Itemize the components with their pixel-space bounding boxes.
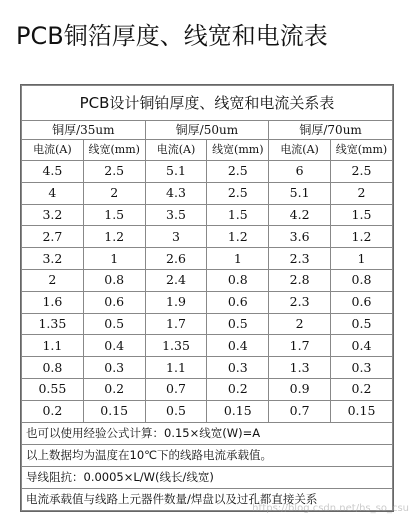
table-cell: 0.7 [145, 378, 207, 400]
table-row [22, 226, 393, 248]
table-row [22, 269, 393, 291]
table-cell: 2.5 [330, 161, 392, 183]
table-cell: 0.9 [269, 378, 331, 400]
table-cell: 2.8 [269, 269, 331, 291]
table-cell: 1 [330, 248, 392, 270]
table-cell: 0.6 [330, 291, 392, 313]
current-table-grid [21, 85, 393, 511]
table-cell: 1.5 [330, 204, 392, 226]
table-cell: 0.5 [83, 313, 145, 335]
table-note: 导线阻抗：0.0005×L/W(线长/线宽) [22, 466, 393, 488]
table-cell: 2.5 [83, 161, 145, 183]
table-cell: 2 [22, 269, 84, 291]
note-row [22, 466, 393, 488]
table-cell: 0.2 [330, 378, 392, 400]
table-cell: 0.8 [330, 269, 392, 291]
table-cell: 0.8 [207, 269, 269, 291]
table-cell: 1.35 [22, 313, 84, 335]
table-cell: 2 [83, 182, 145, 204]
table-row [22, 248, 393, 270]
table-cell: 3.6 [269, 226, 331, 248]
table-cell: 2.3 [269, 248, 331, 270]
table-row [22, 161, 393, 183]
table-cell: 0.5 [207, 313, 269, 335]
table-cell: 3.2 [22, 204, 84, 226]
table-cell: 2.7 [22, 226, 84, 248]
table-cell: 0.6 [83, 291, 145, 313]
table-cell: 1.3 [269, 357, 331, 379]
table-cell: 0.4 [83, 335, 145, 357]
table-note: 也可以使用经验公式计算：0.15×线宽(W)=A [22, 422, 393, 444]
table-note: 电流承载值与线路上元器件数量/焊盘以及过孔都直接关系 [22, 488, 393, 510]
table-row [22, 204, 393, 226]
table-row [22, 357, 393, 379]
note-row [22, 422, 393, 444]
table-cell: 1.7 [145, 313, 207, 335]
table-cell: 2 [269, 313, 331, 335]
table-cell: 4.5 [22, 161, 84, 183]
table-cell: 1.7 [269, 335, 331, 357]
table-cell: 1.2 [330, 226, 392, 248]
table-cell: 0.4 [207, 335, 269, 357]
table-cell: 0.3 [83, 357, 145, 379]
table-cell: 2.6 [145, 248, 207, 270]
sub-header-current: 电流(A) [269, 140, 331, 161]
table-cell: 0.4 [330, 335, 392, 357]
table-cell: 1 [83, 248, 145, 270]
table-cell: 0.7 [269, 400, 331, 422]
table-cell: 1.35 [145, 335, 207, 357]
table-cell: 1.2 [83, 226, 145, 248]
table-cell: 2.4 [145, 269, 207, 291]
table-cell: 0.5 [330, 313, 392, 335]
table-cell: 0.8 [22, 357, 84, 379]
page-title: PCB铜箔厚度、线宽和电流表 [16, 22, 328, 50]
table-cell: 0.15 [207, 400, 269, 422]
current-table [20, 84, 394, 512]
table-cell: 1.5 [207, 204, 269, 226]
table-cell: 2.5 [207, 182, 269, 204]
table-cell: 2.5 [207, 161, 269, 183]
group-header-35um: 铜厚/35um [22, 121, 146, 140]
table-cell: 0.3 [330, 357, 392, 379]
group-header-70um: 铜厚/70um [269, 121, 393, 140]
table-cell: 5.1 [145, 161, 207, 183]
table-caption: PCB设计铜铂厚度、线宽和电流关系表 [22, 86, 393, 121]
table-cell: 4 [22, 182, 84, 204]
table-row [22, 313, 393, 335]
table-cell: 0.15 [83, 400, 145, 422]
table-row [22, 291, 393, 313]
table-cell: 0.3 [207, 357, 269, 379]
table-cell: 2.3 [269, 291, 331, 313]
table-row [22, 400, 393, 422]
sub-header-width: 线宽(mm) [83, 140, 145, 161]
table-cell: 6 [269, 161, 331, 183]
table-row [22, 378, 393, 400]
table-cell: 0.2 [207, 378, 269, 400]
table-cell: 4.2 [269, 204, 331, 226]
table-cell: 1.1 [22, 335, 84, 357]
table-cell: 0.5 [145, 400, 207, 422]
table-row [22, 182, 393, 204]
table-cell: 0.15 [330, 400, 392, 422]
table-cell: 1.6 [22, 291, 84, 313]
table-cell: 5.1 [269, 182, 331, 204]
table-cell: 1.9 [145, 291, 207, 313]
table-cell: 4.3 [145, 182, 207, 204]
table-cell: 0.2 [83, 378, 145, 400]
table-cell: 0.6 [207, 291, 269, 313]
table-cell: 3.5 [145, 204, 207, 226]
group-header-50um: 铜厚/50um [145, 121, 269, 140]
table-note: 以上数据均为温度在10℃下的线路电流承载值。 [22, 444, 393, 466]
watermark: https://blog.csdn.net/hs_so_csu [252, 503, 409, 514]
table-cell: 1.1 [145, 357, 207, 379]
table-cell: 1.5 [83, 204, 145, 226]
table-cell: 3 [145, 226, 207, 248]
table-row [22, 335, 393, 357]
note-row [22, 444, 393, 466]
sub-header-current: 电流(A) [22, 140, 84, 161]
table-cell: 0.2 [22, 400, 84, 422]
sub-header-width: 线宽(mm) [207, 140, 269, 161]
sub-header-current: 电流(A) [145, 140, 207, 161]
table-cell: 3.2 [22, 248, 84, 270]
table-cell: 1.2 [207, 226, 269, 248]
table-cell: 0.8 [83, 269, 145, 291]
table-cell: 0.55 [22, 378, 84, 400]
table-cell: 2 [330, 182, 392, 204]
table-cell: 1 [207, 248, 269, 270]
sub-header-width: 线宽(mm) [330, 140, 392, 161]
